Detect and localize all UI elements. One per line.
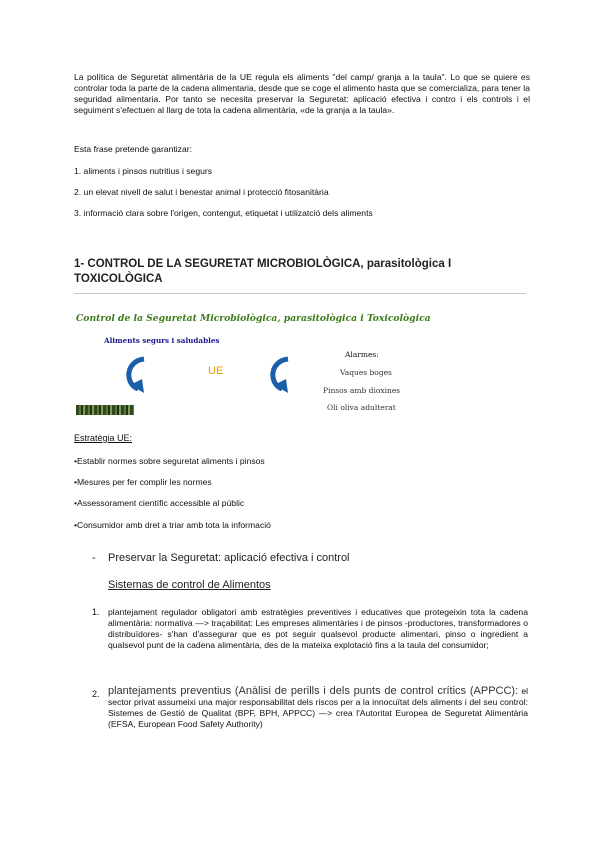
figure-ue-label: UE <box>208 365 224 377</box>
strategy-item-3: •Assessorament científic accessible al públic <box>74 498 245 508</box>
control-item-2 <box>108 686 528 730</box>
item-number-2: 2. <box>92 689 100 699</box>
guarantee-item-1: 1. aliments i pinsos nutritius i segurs <box>74 166 213 176</box>
figure-photo-strip <box>76 405 134 415</box>
curved-arrow-right-icon <box>260 355 296 395</box>
strategy-item-1: •Establir normes sobre seguretat aliments i pinsos <box>74 456 265 466</box>
figure-title: Control de la Seguretat Microbiològica, parasitològica i Toxicològica <box>76 313 431 324</box>
intro-paragraph: La política de Seguretat alimentària de la UE regula els aliments "del camp/ granja a la taula". Lo que se quiere es controlar toda la parte de la cadena alimentaria, desde que se coge el alimento hasta que se comercializa, para tener la seguridad alimentaria. Por tanto se necesita preservar la Seguretat: aplicació efectiva i contro i els controls i el seguiment s'efectuen al llarg de tota la cadena alimentària, «de la granja a la taula». <box>74 72 530 115</box>
control-item-2-lead: plantejaments preventius (Anàlisi de perills i dels punts de control crítics (APPCC): <box>108 685 519 697</box>
section-heading: 1- CONTROL DE LA SEGURETAT MICROBIOLÒGICA, parasitològica I TOXICOLÒGICA <box>74 258 452 285</box>
guarantee-item-3: 3. informació clara sobre l'origen, contengut, etiquetat i utilizatció dels aliments <box>74 208 373 218</box>
dash-marker: - <box>92 552 96 564</box>
guarantee-intro: Esta frase pretende garantizar: <box>74 144 192 154</box>
alarm-item-3: Oli oliva adulterat <box>327 403 396 412</box>
section-divider <box>74 293 526 294</box>
control-systems-heading: Sistemas de control de Alimentos <box>108 579 271 591</box>
strategy-item-2: •Mesures per fer complir les normes <box>74 477 212 487</box>
preserve-heading: Preservar la Seguretat: aplicació efectiva i control <box>108 552 350 564</box>
control-item-1: plantejament regulador obligatori amb estratègies preventives i educatives que protegeixin tota la cadena alimentària: normativa —> traçabilitat: Les empreses alimentàries i de pinsos -productores, transformadores o distribuïdores- s'han d'assegurar que es pot seguir qualsevol producte alimentari, pinso o ingredient a qualsevol punt de la cadena alimentària, des de la mateixa explotació fins a la taula del consumidor; <box>108 607 528 650</box>
strategy-item-4: •Consumidor amb dret a triar amb tota la informació <box>74 520 271 530</box>
alarm-item-1: Vaques boges <box>340 368 392 377</box>
curved-arrow-left-icon <box>118 355 154 395</box>
item-number-1: 1. <box>92 607 100 617</box>
strategy-title: Estratègia UE: <box>74 433 133 443</box>
control-item-2-text: el sector privat assumeixi una major responsabilitat dels riscos per a la innocuïtat dels aliments i del seu control: Sistemes de Gestió de Qualitat (BPF, BPH, APPCC) —> crea l'Autoritat Europea de Seguretat Alimentària (EFSA, European Food Safety Authority) <box>108 686 529 729</box>
alarm-item-2: Pinsos amb dioxines <box>323 386 401 395</box>
guarantee-item-2: 2. un elevat nivell de salut i benestar animal i protecció fitosanitària <box>74 187 329 197</box>
figure-subtitle: Aliments segurs i saludables <box>104 336 220 345</box>
alarms-title: Alarmes: <box>345 350 379 359</box>
